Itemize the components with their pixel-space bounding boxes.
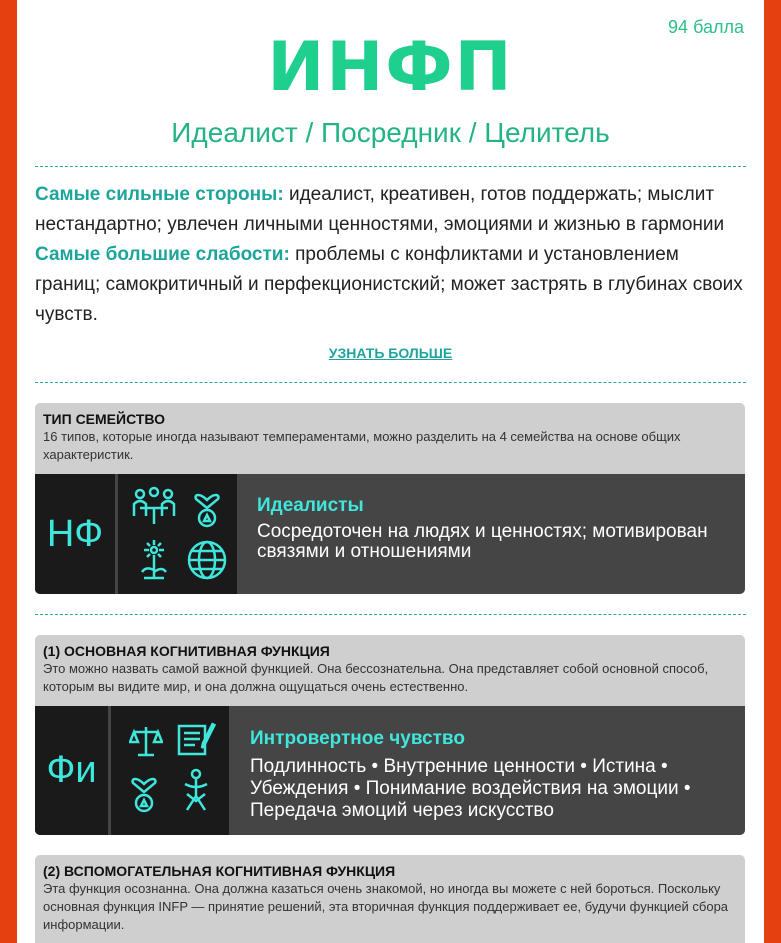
globe-leaf-icon bbox=[186, 538, 228, 582]
family-detail-text bbox=[257, 496, 737, 562]
heart-compass-icon bbox=[192, 486, 222, 528]
auxiliary-function-box bbox=[35, 855, 745, 943]
function-name: Интровертное чувство bbox=[250, 728, 465, 749]
family-text: Сосредоточен на людях и ценностях; мотивирован связями и отношениями bbox=[257, 521, 708, 562]
type-code-title: ИНФП bbox=[267, 28, 514, 107]
type-description bbox=[35, 180, 747, 330]
family-description: 16 типов, которые иногда называют темпераментами, можно разделить на 4 семейства на основе общих характеристик. bbox=[43, 429, 681, 462]
family-box bbox=[35, 403, 745, 594]
family-icons bbox=[118, 474, 237, 594]
result-card bbox=[17, 0, 764, 943]
family-title: ТИП СЕМЕЙСТВО bbox=[43, 411, 166, 427]
auxiliary-function-description: Эта функция осознанна. Она должна казаться очень знакомой, но иногда вы можете с ней бороться. Поскольку основная функция INFP — принятие решений, эта вторичная функция поддерживает ее, будучи функцией сбора информации. bbox=[43, 881, 729, 932]
score-label: 94 балла bbox=[668, 17, 744, 37]
person-symbol-icon bbox=[181, 768, 211, 814]
heart-compass-icon bbox=[129, 770, 159, 814]
divider bbox=[35, 614, 746, 615]
strengths-label: Самые сильные стороны: bbox=[35, 184, 284, 205]
divider bbox=[35, 166, 746, 167]
strengths-text: идеалист, креативен, готов поддержать; мыслит нестандартно; увлечен личными ценностями, эмоциями и жизнью в гармонии bbox=[35, 184, 725, 235]
firework-plant-icon bbox=[134, 538, 174, 582]
primary-function-title: (1) ОСНОВНАЯ КОГНИТИВНАЯ ФУНКЦИЯ bbox=[43, 643, 330, 659]
weaknesses-text: проблемы с конфликтами и установлением границ; самокритичный и перфекционистский; может застрять в глубинах своих чувств. bbox=[35, 244, 743, 325]
people-meeting-icon bbox=[132, 486, 176, 528]
primary-function-detail bbox=[35, 706, 745, 835]
function-code: Фи bbox=[35, 706, 108, 835]
scales-icon bbox=[129, 724, 163, 758]
primary-function-description: Это можно назвать самой важной функцией. Она бессознательна. Она представляет собой основной способ, которым вы видите мир, и она должна ощущаться очень естественно. bbox=[43, 661, 709, 694]
primary-function-box bbox=[35, 635, 745, 835]
function-detail-text bbox=[250, 728, 730, 822]
divider bbox=[35, 382, 746, 383]
type-subtitle: Идеалист / Посредник / Целитель bbox=[171, 117, 610, 148]
function-icons bbox=[111, 706, 229, 835]
auxiliary-function-title: (2) ВСПОМОГАТЕЛЬНАЯ КОГНИТИВНАЯ ФУНКЦИЯ bbox=[43, 863, 396, 879]
family-detail bbox=[35, 474, 745, 594]
learn-more-link[interactable]: УЗНАТЬ БОЛЬШЕ bbox=[328, 345, 453, 361]
journal-pen-icon bbox=[177, 722, 217, 758]
family-code: НФ bbox=[35, 474, 115, 594]
weaknesses-label: Самые большие слабости: bbox=[35, 244, 290, 265]
family-name: Идеалисты bbox=[257, 495, 364, 516]
function-text: Подлинность • Внутренние ценности • Истина • Убеждения • Понимание воздействия на эмоции • Передача эмоций через искусство bbox=[250, 756, 691, 821]
